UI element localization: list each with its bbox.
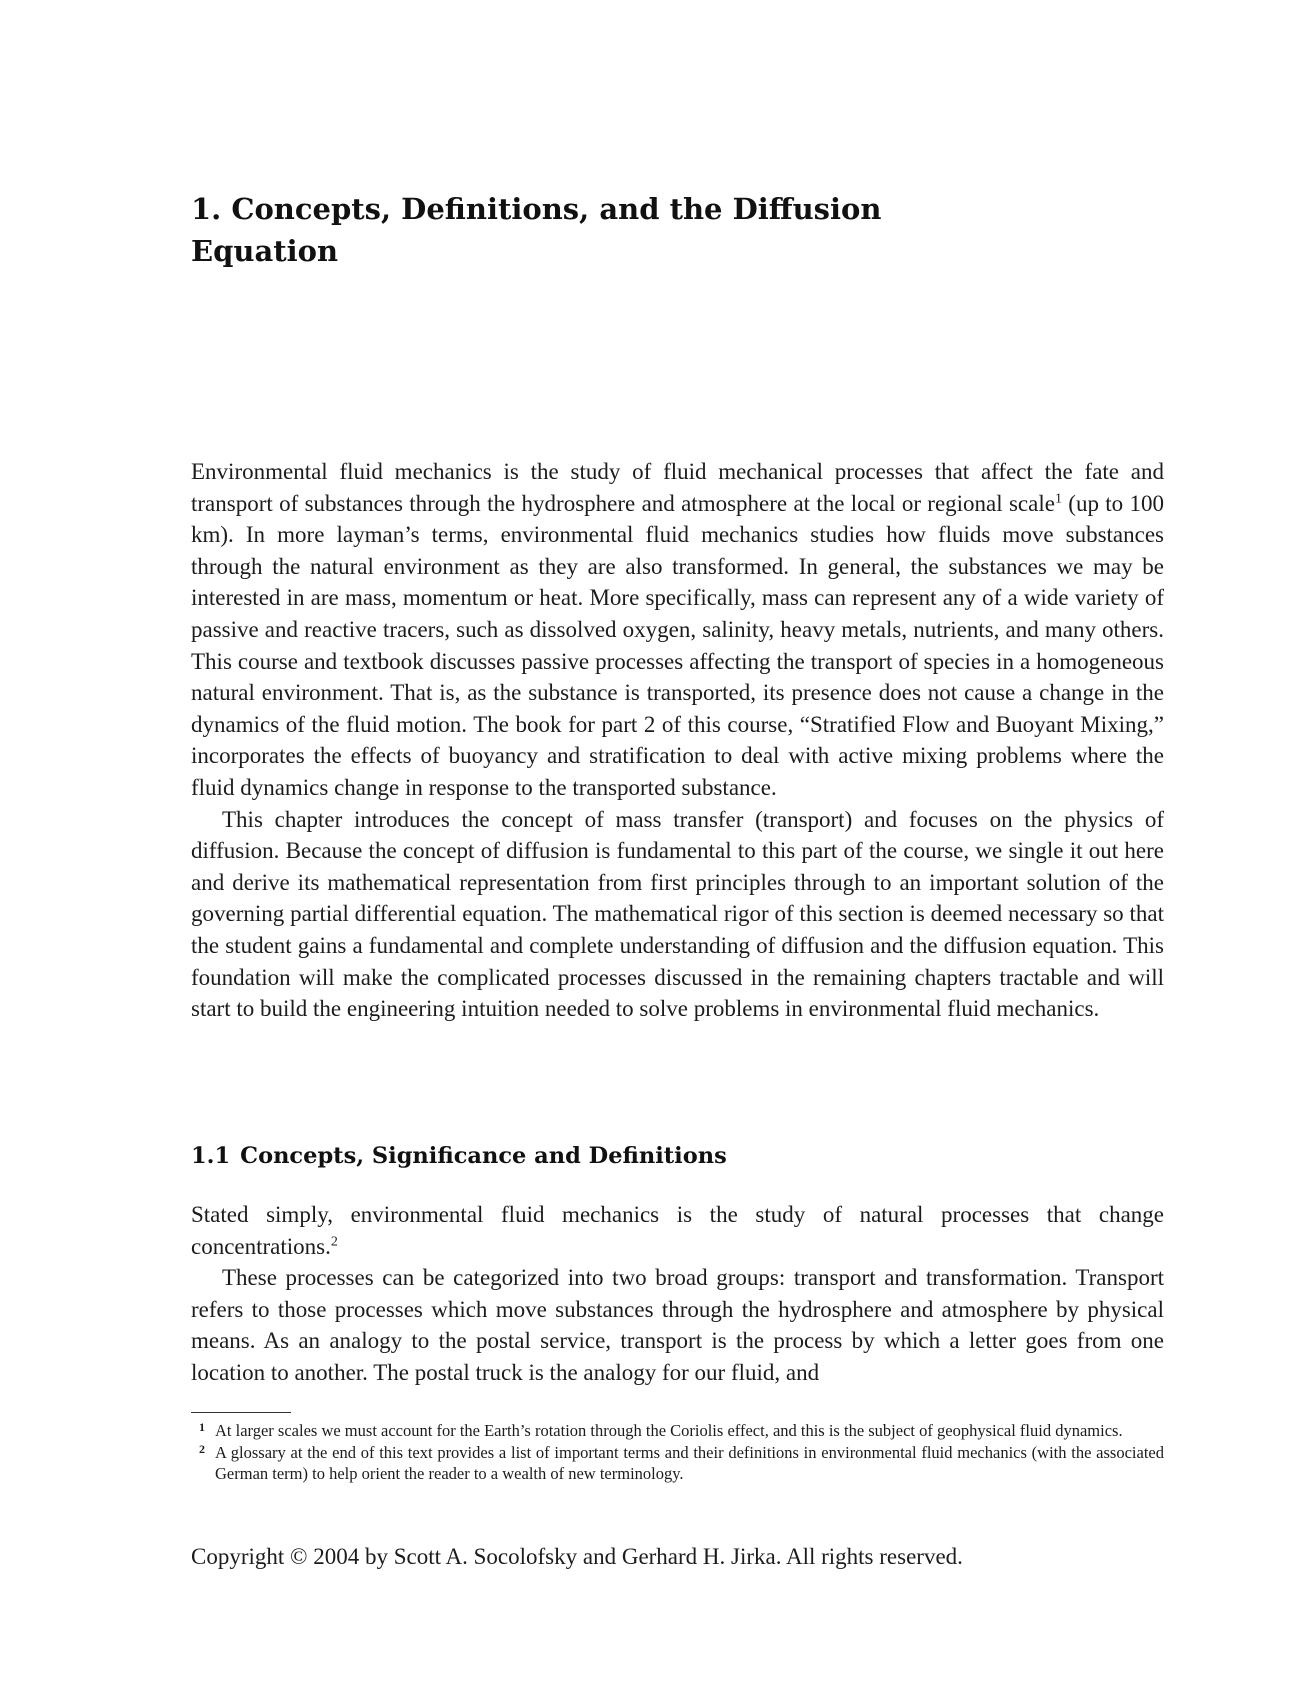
footnotes xyxy=(191,1420,1164,1485)
section-body xyxy=(191,1199,1164,1389)
section-number: 1.1 xyxy=(191,1143,231,1169)
chapter-title: 1. Concepts, Definitions, and the Diffusion Equation xyxy=(191,192,882,268)
footnote-1-mark: 1 xyxy=(199,1420,205,1434)
section-paragraph-1 xyxy=(191,1199,1164,1262)
document-page xyxy=(191,0,1164,1692)
intro-paragraph-1-text: Environmental fluid mechanics is the study of fluid mechanical processes that affect the fate and transport of substances through the hydrosphere and atmosphere at the local or regional scale xyxy=(191,459,1164,516)
footnote-1-text: At larger scales we must account for the Earth’s rotation through the Coriolis effect, and this is the subject of geophysical fluid dynamics. xyxy=(215,1421,1123,1440)
section-heading xyxy=(191,1140,727,1172)
section-paragraph-1-text: Stated simply, environmental fluid mechanics is the study of natural processes that change concentrations. xyxy=(191,1202,1164,1259)
copyright-notice: Copyright © 2004 by Scott A. Socolofsky and Gerhard H. Jirka. All rights reserved. xyxy=(191,1544,963,1569)
footnote-2-mark: 2 xyxy=(199,1441,205,1456)
footnote-reference-2: 2 xyxy=(330,1233,338,1249)
section-title: Concepts, Significance and Definitions xyxy=(240,1143,727,1169)
intro-paragraph-2: This chapter introduces the concept of mass transfer (transport) and focuses on the physics of diffusion. Because the concept of diffusion is fundamental to this part of the course, we single it out here and derive its mathematical representation from first principles through to an important solution of the governing partial differential equation. The mathematical rigor of this section is deemed necessary so that the student gains a fundamental and complete understanding of diffusion and the diffusion equation. This foundation will make the complicated processes discussed in the remaining chapters tractable and will start to build the engineering intuition needed to solve problems in environmental fluid mechanics. xyxy=(191,806,1164,1022)
footnote-divider xyxy=(191,1412,291,1413)
chapter-introduction xyxy=(191,456,1164,1025)
intro-paragraph-1-text-continued: (up to 100 km). In more layman’s terms, environmental fluid mechanics studies how fluids move substances through the natural environment as they are also transformed. In general, the substances we may be interested in are mass, momentum or heat. More specifically, mass can represent any of a wide variety of passive and reactive tracers, such as dissolved oxygen, salinity, heavy metals, nutrients, and many others. This course and textbook discusses passive processes affecting the transport of species in a homogeneous natural environment. That is, as the substance is transported, its presence does not cause a change in the dynamics of the fluid motion. The book for part 2 of this course, “Stratified Flow and Buoyant Mixing,” incorporates the effects of buoyancy and stratification to deal with active mixing problems where the fluid dynamics change in response to the transported substance. xyxy=(191,490,1164,800)
footnote-reference-1: 1 xyxy=(1054,490,1062,506)
footnote-2-text: A glossary at the end of this text provides a list of important terms and their definitions in environmental fluid mechanics (with the associated German term) to help orient the reader to a wealth of new terminology. xyxy=(215,1442,1164,1483)
intro-paragraph-1 xyxy=(191,456,1164,804)
footnote-1 xyxy=(191,1420,1164,1442)
section-paragraph-2: These processes can be categorized into two broad groups: transport and transformation. Transport refers to those processes which move substances through the hydrosphere and atmosphere by physical means. As an analogy to the postal service, transport is the process by which a letter goes from one location to another. The postal truck is the analogy for our fluid, and xyxy=(191,1265,1164,1385)
footnote-2 xyxy=(191,1442,1164,1485)
